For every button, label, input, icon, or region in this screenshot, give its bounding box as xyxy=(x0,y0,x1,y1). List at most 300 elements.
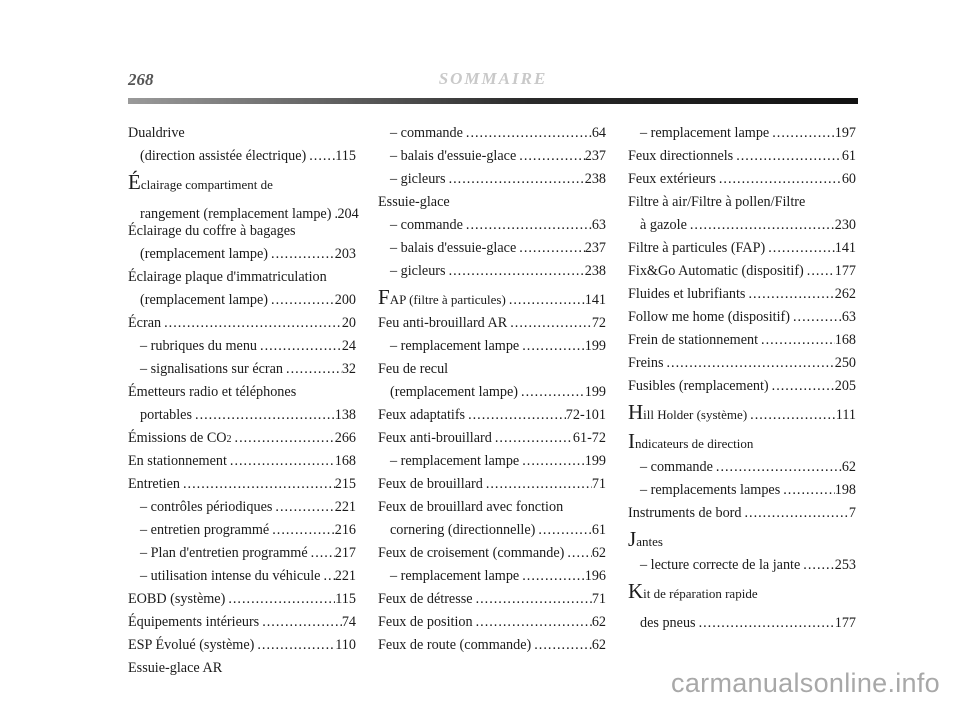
entry-label xyxy=(628,427,753,459)
entry-label: – signalisations sur écran xyxy=(140,361,284,377)
index-entry xyxy=(378,237,606,260)
dot-leader xyxy=(780,479,834,502)
page-ref: 266 xyxy=(334,430,356,446)
entry-label: – Plan d'entretien programmé xyxy=(140,545,308,561)
page-ref: 61 xyxy=(841,148,856,164)
index-entry xyxy=(128,588,356,611)
index-entry xyxy=(628,191,856,237)
index-entry xyxy=(378,634,606,657)
index-entry xyxy=(378,450,606,473)
page-ref: 62 xyxy=(591,545,606,561)
index-entry xyxy=(128,312,356,335)
entry-label xyxy=(628,398,747,430)
index-entry xyxy=(628,306,856,329)
index-entry xyxy=(378,168,606,191)
index-entry xyxy=(128,220,356,266)
index-column-2 xyxy=(378,122,606,657)
entry-label: – contrôles périodiques xyxy=(140,499,273,515)
page-ref: 72-101 xyxy=(565,407,606,423)
page-ref: 74 xyxy=(341,614,356,630)
dot-leader xyxy=(506,286,585,315)
dot-leader xyxy=(507,312,592,335)
dot-leader xyxy=(446,260,585,283)
dot-leader xyxy=(733,145,842,168)
dot-leader xyxy=(747,401,836,430)
dot-leader xyxy=(283,358,342,381)
page-ref: 71 xyxy=(591,591,606,607)
entry-label-rest: ill Holder (système) xyxy=(643,407,748,422)
entry-label: – lecture correcte de la jante xyxy=(640,557,801,573)
index-entry-row xyxy=(378,312,606,335)
index-entry xyxy=(378,588,606,611)
index-entry-row xyxy=(128,473,356,496)
dot-leader xyxy=(463,122,592,145)
index-entry-row xyxy=(378,588,606,611)
index-entry-row xyxy=(378,260,606,283)
index-entry xyxy=(628,352,856,375)
index-entry xyxy=(128,450,356,473)
page-ref: 216 xyxy=(334,522,356,538)
dot-leader xyxy=(519,565,585,588)
dot-leader xyxy=(180,473,335,496)
index-entry-row xyxy=(128,358,356,381)
dot-leader xyxy=(306,145,335,168)
entry-label-rest: antes xyxy=(636,534,663,549)
entry-label-rest: clairage compartiment de xyxy=(140,177,273,192)
entry-label: – remplacement lampe xyxy=(640,125,770,141)
index-entry xyxy=(628,168,856,191)
page-ref: 115 xyxy=(335,148,356,164)
index-entry xyxy=(128,496,356,519)
page-ref: 238 xyxy=(584,263,606,279)
index-entry-row xyxy=(628,609,856,638)
page-ref: 61-72 xyxy=(572,430,606,446)
index-entry-row xyxy=(628,122,856,145)
entry-label: Éclairage plaque d'immatriculation xyxy=(128,269,327,285)
entry-label: – commande xyxy=(390,125,463,141)
page-ref: 115 xyxy=(335,591,356,607)
entry-label: – gicleurs xyxy=(390,171,446,187)
entry-label: ESP Évolué (système) xyxy=(128,637,255,653)
entry-label: Filtre à particules (FAP) xyxy=(628,240,766,256)
index-entry xyxy=(128,358,356,381)
dot-leader xyxy=(518,381,585,404)
page-ref: 72 xyxy=(591,315,606,331)
index-entry-row xyxy=(628,329,856,352)
dot-leader xyxy=(758,329,835,352)
page-ref: 215 xyxy=(334,476,356,492)
page-ref: 250 xyxy=(834,355,856,371)
dot-leader xyxy=(308,542,335,565)
page-ref: 198 xyxy=(834,482,856,498)
page-ref: 63 xyxy=(841,309,856,325)
entry-label: Feux anti-brouillard xyxy=(378,430,492,446)
index-entry xyxy=(128,519,356,542)
page-ref: 141 xyxy=(584,292,606,308)
entry-label: Éclairage du coffre à bagages xyxy=(128,223,296,239)
entry-label: EOBD (système) xyxy=(128,591,226,607)
index-entry-row xyxy=(378,473,606,496)
entry-label: Feux de brouillard avec fonction xyxy=(378,499,564,515)
entry-initial: J xyxy=(628,527,637,551)
index-entry-row: Émissions de CO 2 ..... 266 xyxy=(128,427,356,450)
entry-label: Essuie-glace xyxy=(378,194,450,210)
index-entry-row xyxy=(128,542,356,565)
entry-label: Essuie-glace AR xyxy=(128,660,223,676)
entry-label: (remplacement lampe) xyxy=(390,384,519,400)
entry-label: Freins xyxy=(628,355,664,371)
index-entry-row xyxy=(628,479,856,502)
dot-leader xyxy=(257,335,342,358)
index-entry xyxy=(628,122,856,145)
index-entry xyxy=(378,611,606,634)
index-entry xyxy=(378,122,606,145)
index-entry-row xyxy=(128,289,356,312)
index-entry-row xyxy=(378,237,606,260)
index-entry-row xyxy=(378,283,606,315)
index-entry xyxy=(128,657,356,680)
index-entry xyxy=(628,398,856,427)
page-ref: 237 xyxy=(584,240,606,256)
dot-leader xyxy=(765,237,834,260)
entry-label: – entretien programmé xyxy=(140,522,270,538)
index-entry xyxy=(628,283,856,306)
entry-label: cornering (directionnelle) xyxy=(390,522,536,538)
entry-label: Feux de croisement (commande) xyxy=(378,545,565,561)
index-entry-row xyxy=(378,611,606,634)
page-ref: 110 xyxy=(335,637,356,653)
entry-initial: K xyxy=(628,579,644,603)
index-entry-row xyxy=(378,191,606,214)
index-entry xyxy=(378,496,606,542)
entry-label xyxy=(628,577,856,609)
entry-initial: É xyxy=(128,170,141,194)
index-entry xyxy=(628,329,856,352)
index-entry xyxy=(628,260,856,283)
entry-label: – gicleurs xyxy=(390,263,446,279)
dot-leader xyxy=(463,214,592,237)
index-entry-row xyxy=(378,335,606,358)
entry-label: – commande xyxy=(640,459,713,475)
index-entry-row xyxy=(128,657,356,680)
entry-label: Émetteurs radio et téléphones xyxy=(128,384,297,400)
page-ref: 196 xyxy=(584,568,606,584)
index-entry-row xyxy=(628,502,856,525)
entry-label: Émissions de CO xyxy=(128,430,227,446)
dot-leader xyxy=(446,168,585,191)
dot-leader xyxy=(268,243,335,266)
page-ref: 138 xyxy=(334,407,356,423)
entry-label: Feux directionnels xyxy=(628,148,734,164)
entry-initial: F xyxy=(378,285,390,309)
page-ref: 177 xyxy=(834,263,856,279)
index-column-3 xyxy=(628,122,856,629)
page-ref: 62 xyxy=(591,614,606,630)
page-title: SOMMAIRE xyxy=(438,69,548,88)
entry-label xyxy=(378,283,506,315)
page-ref: 197 xyxy=(834,125,856,141)
index-entry-row xyxy=(628,214,856,237)
index-entry xyxy=(128,381,356,427)
index-entry xyxy=(128,168,359,222)
dot-leader xyxy=(254,634,335,657)
index-entry xyxy=(628,427,856,456)
entry-label: rangement (remplacement lampe) xyxy=(140,206,332,222)
dot-leader xyxy=(741,502,848,525)
dot-leader xyxy=(519,335,585,358)
entry-label: (remplacement lampe) xyxy=(140,292,269,308)
entry-label xyxy=(128,168,356,200)
dot-leader xyxy=(531,634,592,657)
page-ref: 238 xyxy=(584,171,606,187)
dot-leader xyxy=(790,306,842,329)
entry-initial: I xyxy=(628,429,635,453)
index-entry xyxy=(378,191,606,214)
index-entry xyxy=(628,577,856,629)
index-entry-row xyxy=(378,214,606,237)
header-rule xyxy=(128,98,858,104)
entry-label: (direction assistée électrique) xyxy=(140,148,307,164)
dot-leader xyxy=(272,496,334,519)
index-entry-row xyxy=(628,398,856,430)
entry-label: – rubriques du menu xyxy=(140,338,258,354)
entry-label: (remplacement lampe) xyxy=(140,246,269,262)
index-entry xyxy=(128,335,356,358)
index-entry xyxy=(628,145,856,168)
page-ref: 237 xyxy=(584,148,606,164)
index-entry xyxy=(128,634,356,657)
index-entry-row xyxy=(628,554,856,577)
dot-leader xyxy=(483,473,592,496)
dot-leader xyxy=(663,352,834,375)
page-ref: 63 xyxy=(591,217,606,233)
index-entry xyxy=(128,266,356,312)
page-ref: 253 xyxy=(834,557,856,573)
entry-label: En stationnement xyxy=(128,453,227,469)
page-ref: 62 xyxy=(841,459,856,475)
index-entry xyxy=(128,542,356,565)
index-entry xyxy=(628,375,856,398)
page-ref: 61 xyxy=(591,522,606,538)
entry-label: Feux adaptatifs xyxy=(378,407,466,423)
index-entry-row xyxy=(128,450,356,473)
index-entry-row xyxy=(128,634,356,657)
index-entry-row xyxy=(378,404,606,427)
entry-label: Feux extérieurs xyxy=(628,171,716,187)
index-entry xyxy=(128,427,356,450)
entry-label: – utilisation intense du véhicule xyxy=(140,568,321,584)
page-ref: 168 xyxy=(334,453,356,469)
page-ref: 111 xyxy=(835,407,856,423)
index-entry-row xyxy=(128,335,356,358)
index-entry xyxy=(378,565,606,588)
dot-leader xyxy=(713,456,842,479)
dot-leader xyxy=(320,565,334,588)
entry-initial: H xyxy=(628,400,644,424)
index-entry-row xyxy=(378,145,606,168)
index-entry-row xyxy=(628,525,856,557)
index-entry xyxy=(128,473,356,496)
entry-label: à gazole xyxy=(640,217,687,233)
entry-label: – balais d'essuie-glace xyxy=(390,148,517,164)
dot-leader xyxy=(769,122,835,145)
page-ref: 199 xyxy=(584,453,606,469)
entry-label: – remplacements lampes xyxy=(640,482,781,498)
index-entry-row xyxy=(128,496,356,519)
index-entry xyxy=(378,473,606,496)
page-ref: 71 xyxy=(591,476,606,492)
dot-leader xyxy=(804,260,835,283)
index-entry-row xyxy=(378,450,606,473)
index-entry-row xyxy=(378,381,606,404)
page-ref: 221 xyxy=(334,568,356,584)
dot-leader xyxy=(696,609,835,638)
index-entry xyxy=(378,404,606,427)
index-entry xyxy=(378,427,606,450)
index-entry-row xyxy=(628,260,856,283)
index-entry xyxy=(378,312,606,335)
entry-label: Feux de position xyxy=(378,614,473,630)
index-entry xyxy=(628,502,856,525)
index-entry xyxy=(128,611,356,634)
index-entry xyxy=(628,479,856,502)
page-ref: 32 xyxy=(341,361,356,377)
dot-leader xyxy=(687,214,835,237)
index-entry-row xyxy=(378,565,606,588)
index-entry-row xyxy=(628,168,856,191)
page-ref: 205 xyxy=(834,378,856,394)
page-ref: 141 xyxy=(834,240,856,256)
index-entry-row xyxy=(378,634,606,657)
entry-label: Équipements intérieurs xyxy=(128,614,260,630)
page-ref: 168 xyxy=(834,332,856,348)
dot-leader xyxy=(769,375,835,398)
index-entry-row xyxy=(378,542,606,565)
page-ref: 24 xyxy=(341,338,356,354)
index-entry-row xyxy=(128,565,356,588)
entry-label: Dualdrive xyxy=(128,125,185,141)
index-entry-row xyxy=(378,519,606,542)
page-ref: 217 xyxy=(334,545,356,561)
page-ref: 230 xyxy=(834,217,856,233)
entry-label: Follow me home (dispositif) xyxy=(628,309,790,325)
index-entry-row xyxy=(628,427,856,459)
page-ref: 62 xyxy=(591,637,606,653)
dot-leader xyxy=(465,404,566,427)
page-ref: 60 xyxy=(841,171,856,187)
index-entry xyxy=(378,283,606,312)
entry-label: – balais d'essuie-glace xyxy=(390,240,517,256)
dot-leader xyxy=(716,168,842,191)
index-entry xyxy=(628,554,856,577)
index-entry-row xyxy=(128,519,356,542)
page-ref: 199 xyxy=(584,338,606,354)
entry-label-rest: it de réparation rapide xyxy=(643,586,758,601)
page-ref: 200 xyxy=(334,292,356,308)
page-ref: 7 xyxy=(848,505,856,521)
index-entry xyxy=(628,237,856,260)
page-ref: 64 xyxy=(591,125,606,141)
entry-label: Feux de brouillard xyxy=(378,476,483,492)
index-entry xyxy=(628,456,856,479)
index-entry-row xyxy=(628,237,856,260)
entry-label: – remplacement lampe xyxy=(390,338,520,354)
dot-leader xyxy=(492,427,573,450)
index-entry-row xyxy=(628,145,856,168)
entry-label: Frein de stationnement xyxy=(628,332,759,348)
dot-leader xyxy=(227,450,335,473)
entry-label: portables xyxy=(140,407,193,423)
entry-label: Filtre à air/Filtre à pollen/Filtre xyxy=(628,194,806,210)
index-entry-row xyxy=(628,456,856,479)
page-ref: 204 xyxy=(337,206,359,222)
entry-label: – commande xyxy=(390,217,463,233)
entry-label: – remplacement lampe xyxy=(390,568,520,584)
index-entry xyxy=(128,122,356,168)
page-ref: 203 xyxy=(334,246,356,262)
entry-label: Feux de route (commande) xyxy=(378,637,532,653)
index-entry xyxy=(378,260,606,283)
index-entry xyxy=(378,542,606,565)
dot-leader xyxy=(564,542,591,565)
dot-leader xyxy=(259,611,342,634)
index-entry-row xyxy=(628,352,856,375)
index-entry-row xyxy=(378,427,606,450)
index-entry xyxy=(378,358,606,404)
dot-leader xyxy=(473,611,592,634)
index-entry-row xyxy=(628,306,856,329)
page-ref: 262 xyxy=(834,286,856,302)
watermark: carmanualsonline.info xyxy=(671,668,940,698)
entry-label: Fusibles (remplacement) xyxy=(628,378,769,394)
index-entry xyxy=(378,335,606,358)
page-ref: 20 xyxy=(341,315,356,331)
page-ref: 199 xyxy=(584,384,606,400)
entry-label: Fluides et lubrifiants xyxy=(628,286,746,302)
index-entry-row xyxy=(128,404,356,427)
dot-leader xyxy=(268,289,335,312)
entry-label: – remplacement lampe xyxy=(390,453,520,469)
entry-label-rest: ndicateurs de direction xyxy=(635,436,754,451)
entry-label: Écran xyxy=(128,315,162,331)
index-entry-row xyxy=(628,375,856,398)
entry-label: Feu de recul xyxy=(378,361,449,377)
index-entry-row xyxy=(378,168,606,191)
dot-leader xyxy=(232,427,335,450)
page-ref: 221 xyxy=(334,499,356,515)
entry-label: Fix&Go Automatic (dispositif) xyxy=(628,263,804,279)
dot-leader xyxy=(192,404,335,427)
index-entry xyxy=(378,145,606,168)
entry-label: des pneus xyxy=(640,615,696,631)
dot-leader xyxy=(161,312,342,335)
entry-label: Feux de détresse xyxy=(378,591,473,607)
page-header xyxy=(128,70,858,94)
dot-leader xyxy=(745,283,834,306)
entry-label xyxy=(628,525,663,557)
index-entry-row xyxy=(128,243,356,266)
entry-label: Entretien xyxy=(128,476,180,492)
dot-leader xyxy=(800,554,834,577)
dot-leader xyxy=(269,519,335,542)
dot-leader xyxy=(473,588,592,611)
index-entry-row xyxy=(378,122,606,145)
dot-leader xyxy=(516,237,584,260)
entry-label: Feu anti-brouillard AR xyxy=(378,315,508,331)
index-entry-row xyxy=(128,145,356,168)
dot-leader xyxy=(225,588,335,611)
dot-leader xyxy=(535,519,591,542)
